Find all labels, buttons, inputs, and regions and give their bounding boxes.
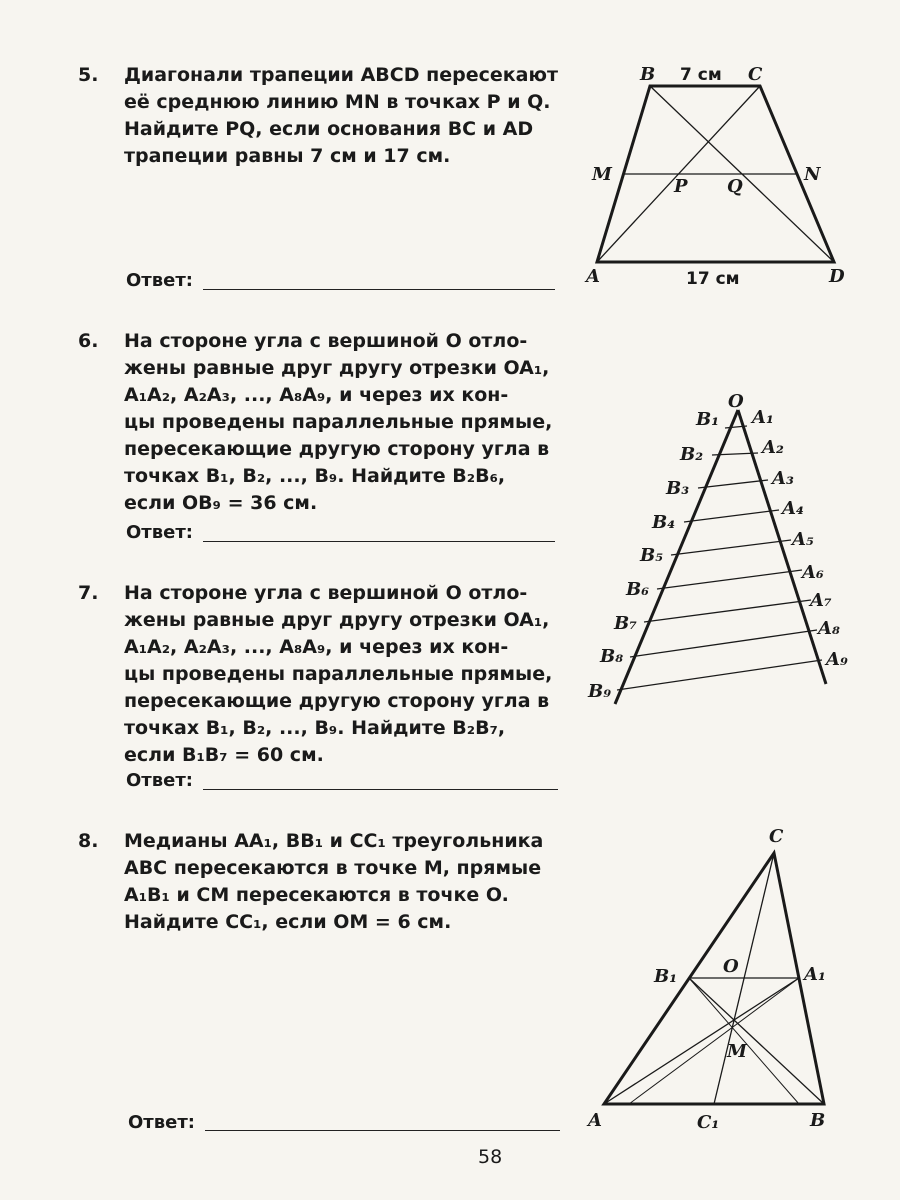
fig6-parallel-4 xyxy=(684,510,779,522)
problem-5-line: Диагонали трапеции ABCD пересекают xyxy=(124,64,558,86)
fig6-label-b3: B₃ xyxy=(666,478,690,499)
fig8-label-b: B xyxy=(810,1110,826,1131)
fig6-label-b1: B₁ xyxy=(696,409,720,430)
problem-6-line: A₁A₂, A₂A₃, ..., A₈A₉, и через их кон- xyxy=(124,384,509,406)
fig6-label-a7: A₇ xyxy=(810,590,832,611)
fig6-parallel-9 xyxy=(617,660,822,690)
fig5-label-b: B xyxy=(640,64,656,85)
problem-8-line: Найдите CC₁, если OM = 6 см. xyxy=(124,911,452,933)
fig8-segment-a1-a xyxy=(629,978,799,1104)
fig5-label-a: A xyxy=(586,266,600,287)
fig8-label-o: O xyxy=(723,956,739,977)
problem-8-answer-label: Ответ: xyxy=(128,1112,195,1133)
fig6-label-b6: B₆ xyxy=(626,579,650,600)
problem-6-number: 6. xyxy=(78,330,99,352)
problem-7-line: пересекающие другую сторону угла в xyxy=(124,690,550,712)
fig8-label-c: C xyxy=(769,826,784,847)
problem-5-line: Найдите PQ, если основания BC и AD xyxy=(124,118,534,140)
fig5-label-n: N xyxy=(804,164,821,185)
problem-6-answer-label: Ответ: xyxy=(126,522,193,543)
fig6-label-b4: B₄ xyxy=(652,512,676,533)
fig6-label-b8: B₈ xyxy=(600,646,624,667)
fig8-label-a: A xyxy=(588,1110,602,1131)
problem-5-answer-label: Ответ: xyxy=(126,270,193,291)
fig8-label-a1: A₁ xyxy=(804,964,826,985)
fig6-label-a6: A₆ xyxy=(802,562,824,583)
problem-6-line: если OB₉ = 36 см. xyxy=(124,492,318,514)
fig8-label-m: M xyxy=(727,1041,747,1062)
problem-5-line: её среднюю линию MN в точках P и Q. xyxy=(124,91,551,113)
fig6-label-a2: A₂ xyxy=(762,437,784,458)
fig6-label-a8: A₈ xyxy=(818,618,840,639)
fig6-label-b9: B₉ xyxy=(588,681,612,702)
fig5-label-q: Q xyxy=(727,176,743,197)
fig6-label-a9: A₉ xyxy=(826,649,848,670)
fig8-triangle xyxy=(604,853,824,1104)
fig8-label-b1: B₁ xyxy=(654,966,678,987)
fig5-label-p: P xyxy=(674,176,688,197)
problem-8-line: A₁B₁ и CM пересекаются в точке O. xyxy=(124,884,509,906)
fig6-parallel-7 xyxy=(644,600,811,622)
fig6-label-b7: B₇ xyxy=(614,613,638,634)
problem-7-line: жены равные друг другу отрезки OA₁, xyxy=(124,609,550,631)
problem-6-line: цы проведены параллельные прямые, xyxy=(124,411,553,433)
fig6-label-b5: B₅ xyxy=(640,545,664,566)
problem-7-line: точках B₁, B₂, ..., B₉. Найдите B₂B₇, xyxy=(124,717,506,739)
problem-5-number: 5. xyxy=(78,64,99,86)
problem-7-answer-label: Ответ: xyxy=(126,770,193,791)
fig6-label-b2: B₂ xyxy=(680,444,704,465)
fig6-label-o: O xyxy=(728,391,744,412)
problem-8-line: ABC пересекаются в точке M, прямые xyxy=(124,857,542,879)
problem-8-line: Медианы AA₁, BB₁ и CC₁ треугольника xyxy=(124,830,544,852)
problem-7-number: 7. xyxy=(78,582,99,604)
fig8-median-aa1 xyxy=(604,978,799,1104)
problem-6-line: жены равные друг другу отрезки OA₁, xyxy=(124,357,550,379)
fig6-parallel-8 xyxy=(630,630,817,657)
fig6-parallel-5 xyxy=(671,540,791,555)
fig6-label-a3: A₃ xyxy=(772,468,794,489)
fig8-label-c1: C₁ xyxy=(697,1112,720,1133)
fig6-label-a5: A₅ xyxy=(792,529,814,550)
problem-8-number: 8. xyxy=(78,830,99,852)
fig5-label-top-base: 7 см xyxy=(680,65,722,85)
problem-6-line: пересекающие другую сторону угла в xyxy=(124,438,550,460)
problem-7-line: На стороне угла с вершиной O отло- xyxy=(124,582,528,604)
problem-7-line: цы проведены параллельные прямые, xyxy=(124,663,553,685)
fig5-label-c: C xyxy=(748,64,763,85)
fig6-label-a4: A₄ xyxy=(782,498,804,519)
problem-6-line: На стороне угла с вершиной O отло- xyxy=(124,330,528,352)
fig5-label-bottom-base: 17 см xyxy=(686,269,740,289)
fig6-label-a1: A₁ xyxy=(752,407,774,428)
fig5-label-m: M xyxy=(592,164,612,185)
problem-7-line: A₁A₂, A₂A₃, ..., A₈A₉, и через их кон- xyxy=(124,636,509,658)
problem-5-line: трапеции равны 7 см и 17 см. xyxy=(124,145,451,167)
fig5-label-d: D xyxy=(829,266,845,287)
problem-6-line: точках B₁, B₂, ..., B₉. Найдите B₂B₆, xyxy=(124,465,506,487)
page-number: 58 xyxy=(478,1146,503,1168)
fig6-parallel-6 xyxy=(657,570,802,589)
fig5-trapezoid xyxy=(597,86,834,262)
problem-7-line: если B₁B₇ = 60 см. xyxy=(124,744,324,766)
